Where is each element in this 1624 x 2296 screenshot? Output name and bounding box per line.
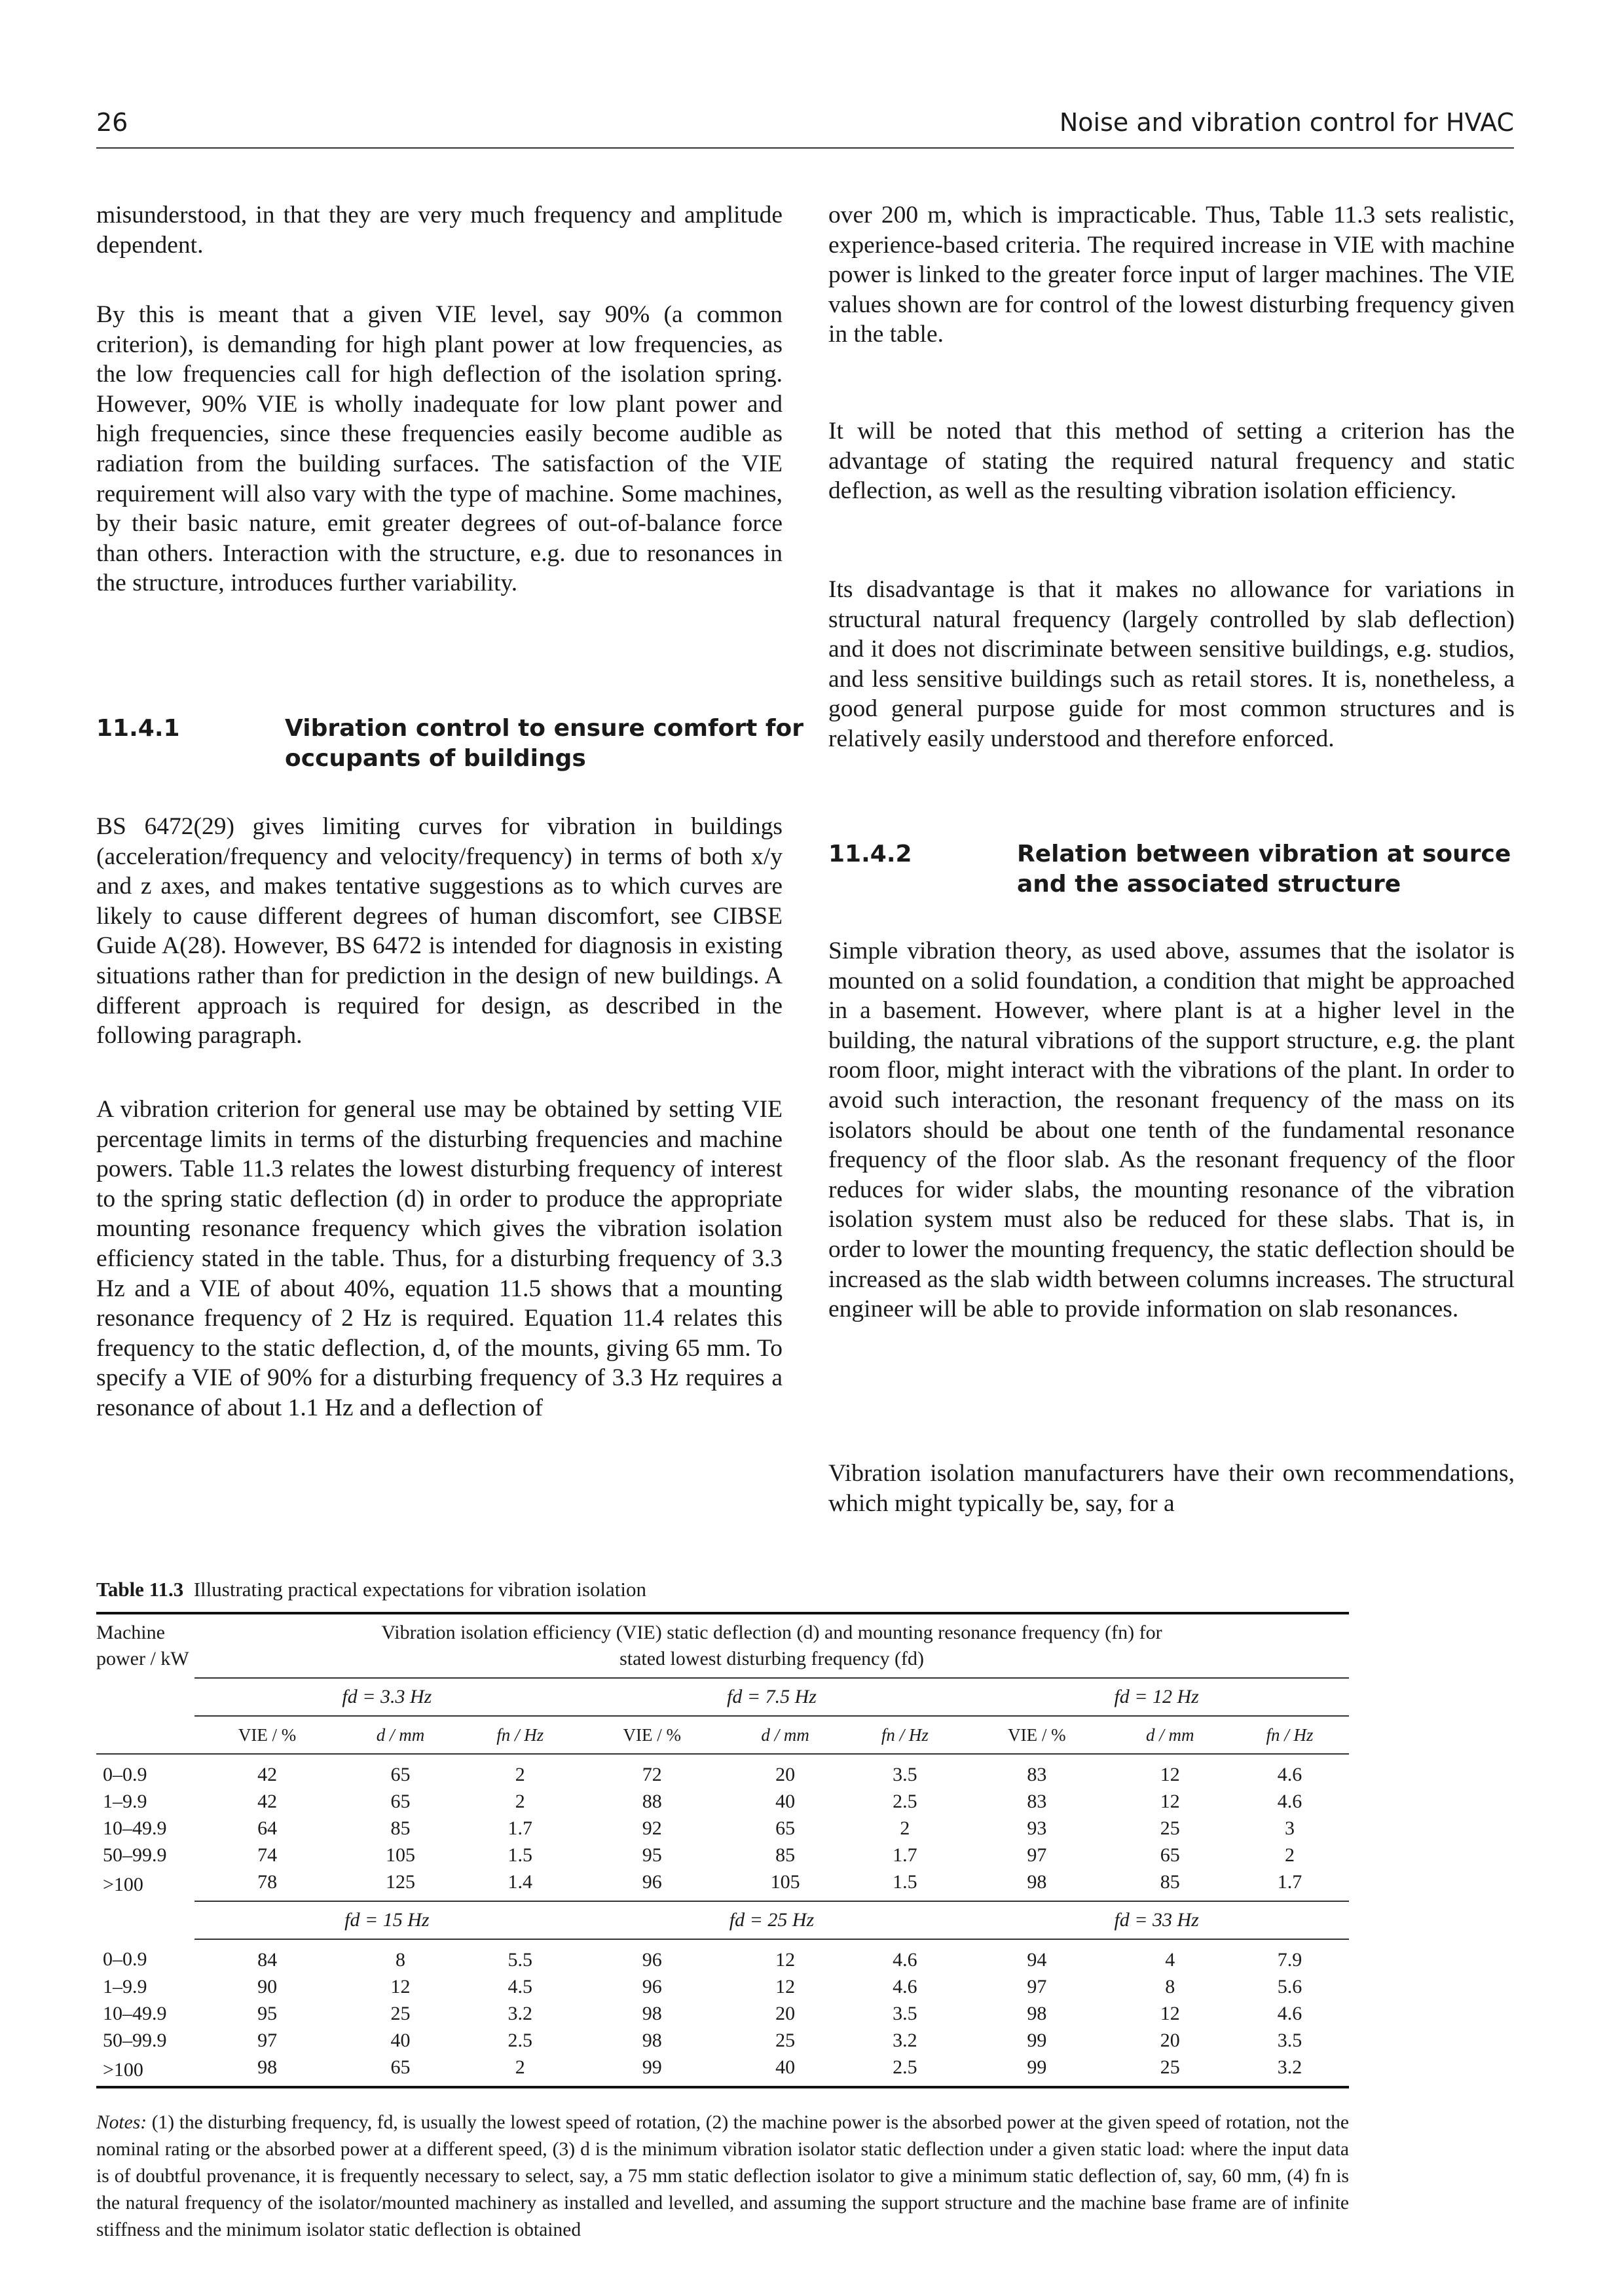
spacer	[96, 1901, 194, 1939]
table-cell: 12	[1160, 1763, 1180, 1785]
table-caption	[96, 1578, 646, 1601]
table-cell: 65	[390, 1763, 411, 1785]
table-cell: 12	[1160, 2002, 1180, 2024]
table-row	[96, 1939, 1349, 1973]
table-cell: 25	[1160, 2056, 1180, 2078]
table-cell: 65	[390, 2056, 411, 2078]
table-cell: 93	[1027, 1817, 1047, 1839]
power-range: >100	[103, 1874, 143, 1895]
table-cell: 12	[1160, 1790, 1180, 1812]
column-label: d / mm	[340, 1716, 461, 1754]
paragraph: It will be noted that this method of setting a criterion has the advantage of stating the required natural frequency and static deflection, as well as the resulting vibration isolation efficiency.	[828, 418, 1515, 505]
right-column	[828, 200, 1515, 350]
table-row	[96, 1868, 1349, 1901]
paragraph: over 200 m, which is impracticable. Thus, Table 11.3 sets realistic, experience-based criteria. The required increase in VIE with machine power is linked to the greater force input of larger machines. The VIE values shown are for control of the lowest disturbing frequency given in the table.	[828, 202, 1515, 348]
table-cell: 95	[257, 2002, 278, 2024]
frequency-group-label: fd = 33 Hz	[964, 1901, 1349, 1939]
table-label: Table 11.3	[96, 1578, 184, 1601]
paragraph: Simple vibration theory, as used above, assumes that the isolator is mounted on a solid foundation, a condition that might be approached in a basement. However, where plant is at a higher level in the building, the natural vibrations of the support structure, e.g. the plant room floor, might interact with the vibrations of the plant. In order to avoid such interaction, the resonant frequency of the mass on its isolators should be about one tenth of the fundamental resonance frequency of the floor slab. As the resonant frequency of the floor reduces for wider slabs, the mounting resonance of the vibration isolation system must also be reduced for these slabs. That is, in order to lower the mounting frequency, the static deflection should be increased as the slab width between columns increases. The structural engineer will be able to provide information on slab resonances.	[828, 938, 1515, 1323]
table-cell: 5.5	[507, 1948, 532, 1971]
paragraph: A vibration criterion for general use may be obtained by setting VIE percentage limits in terms of the disturbing frequencies and machine powers. Table 11.3 relates the lowest disturbing frequency of interest to the spring static deflection (d) in order to produce the appropriate mounting resonance frequency which gives the vibration isolation efficiency stated in the table. Thus, for a disturbing frequency of 3.3 Hz and a VIE of about 40%, equation 11.5 shows that a mounting resonance frequency of 2 Hz is required. Equation 11.4 relates this frequency to the static deflection, d, of the mounts, giving 65 mm. To specify a VIE of 90% for a disturbing frequency of 3.3 Hz requires a resonance of about 1.1 Hz and a deflection of	[96, 1096, 783, 1421]
table-cell: 65	[1160, 1844, 1180, 1866]
table-cell: 64	[257, 1817, 278, 1839]
table-cell: 1.5	[893, 1870, 917, 1893]
power-range: 0–0.9	[103, 1763, 147, 1785]
table-cell: 98	[1027, 1870, 1047, 1893]
column-label: fn / Hz	[461, 1716, 580, 1754]
power-range: >100	[103, 2058, 143, 2081]
column-label: d / mm	[1109, 1716, 1230, 1754]
column-label: VIE / %	[194, 1716, 340, 1754]
table-cell: 99	[642, 2056, 662, 2078]
table-cell: 97	[1027, 1975, 1047, 1997]
table-cell: 85	[1160, 1870, 1180, 1893]
table-cell: 20	[775, 1763, 796, 1785]
table-cell: 2	[515, 2056, 525, 2078]
table-row	[96, 2000, 1349, 2027]
table-notes	[96, 2109, 1349, 2244]
section-title: Relation between vibration at source and the associated structure	[1017, 841, 1511, 898]
table-cell: 2.5	[893, 2056, 917, 2078]
table-cell: 88	[642, 1790, 662, 1812]
table-cell: 2.5	[507, 2029, 532, 2051]
column-label: VIE / %	[580, 1716, 725, 1754]
table-cell: 3.5	[893, 2002, 917, 2024]
column-label-row	[96, 1716, 1349, 1754]
power-range: 10–49.9	[103, 2002, 167, 2024]
paragraph: BS 6472(29) gives limiting curves for vibration in buildings (acceleration/frequency and velocity/frequency) in terms of both x/y and z axes, and makes tentative suggestions as to which curves are likely to cause different degrees of human discomfort, see CIBSE Guide A(28). However, BS 6472 is intended for diagnosis in existing situations rather than for prediction in the design of new buildings. A different approach is required for design, as described in the following paragraph.	[96, 813, 783, 1049]
table-cell: 4.6	[1277, 1763, 1302, 1785]
power-range: 1–9.9	[103, 1790, 147, 1812]
table-caption-text: Illustrating practical expectations for vibration isolation	[193, 1578, 646, 1601]
table-cell: 85	[775, 1844, 796, 1866]
span-header: Vibration isolation efficiency (VIE) static deflection (d) and mounting resonance frequency (fn) for stated lowest disturbing frequency (fd)	[194, 1613, 1349, 1678]
left-column	[96, 200, 783, 260]
table-cell: 83	[1027, 1763, 1047, 1785]
power-range: 0–0.9	[103, 1948, 147, 1970]
table-cell: 4.6	[1277, 1790, 1302, 1812]
table-cell: 42	[257, 1790, 278, 1812]
table-cell: 4.6	[893, 1948, 917, 1971]
row-header: Machine power / kW	[96, 1622, 189, 1669]
table-cell: 1.7	[893, 1844, 917, 1866]
spacer	[96, 1678, 194, 1716]
header-row	[96, 1613, 1349, 1678]
table-cell: 8	[395, 1948, 405, 1971]
table-cell: 25	[390, 2002, 411, 2024]
table-cell: 3.2	[1277, 2056, 1302, 2078]
table-cell: 8	[1165, 1975, 1175, 1997]
table-cell: 94	[1027, 1948, 1047, 1971]
table-cell: 12	[390, 1975, 411, 1997]
table-cell: 125	[385, 1870, 415, 1893]
table-cell: 3	[1285, 1817, 1295, 1839]
table-cell: 3.2	[507, 2002, 532, 2024]
group-header-row	[96, 1678, 1349, 1716]
table-cell: 25	[775, 2029, 796, 2051]
table-cell: 97	[257, 2029, 278, 2051]
table-cell: 85	[390, 1817, 411, 1839]
header-rule	[96, 147, 1514, 149]
table-cell: 3.5	[1277, 2029, 1302, 2051]
power-range: 10–49.9	[103, 1817, 167, 1839]
table-cell: 2	[515, 1790, 525, 1812]
table-cell: 20	[775, 2002, 796, 2024]
table-cell: 4.6	[1277, 2002, 1302, 2024]
table-cell: 96	[642, 1870, 662, 1893]
paragraph: misunderstood, in that they are very much frequency and amplitude dependent.	[96, 202, 783, 259]
table-cell: 40	[390, 2029, 411, 2051]
frequency-group-label: fd = 12 Hz	[964, 1678, 1349, 1716]
table-cell: 3.2	[893, 2029, 917, 2051]
column-label: fn / Hz	[1230, 1716, 1349, 1754]
table-cell: 3.5	[893, 1763, 917, 1785]
column-label: d / mm	[725, 1716, 846, 1754]
column-label: fn / Hz	[845, 1716, 964, 1754]
table-cell: 74	[257, 1844, 278, 1866]
table-cell: 98	[1027, 2002, 1047, 2024]
table-cell: 97	[1027, 1844, 1047, 1866]
table-cell: 98	[642, 2002, 662, 2024]
table-cell: 2.5	[893, 1790, 917, 1812]
spacer	[96, 1716, 194, 1754]
table-cell: 83	[1027, 1790, 1047, 1812]
table-cell: 2	[900, 1817, 910, 1839]
power-range: 1–9.9	[103, 1975, 147, 1997]
notes-label: Notes:	[96, 2112, 147, 2133]
table-cell: 99	[1027, 2056, 1047, 2078]
section-heading-11-4-2	[828, 839, 1515, 902]
table-cell: 1.7	[507, 1817, 532, 1839]
table-cell: 20	[1160, 2029, 1180, 2051]
table-row	[96, 2054, 1349, 2087]
table-cell: 7.9	[1277, 1948, 1302, 1971]
paragraph: Its disadvantage is that it makes no allowance for variations in structural natural frequency (largely controlled by slab deflection) and it does not discriminate between sensitive buildings, e.g. studios, and less sensitive buildings such as retail stores. It is, nonetheless, a good general purpose guide for most common structures and is relatively easily understood and therefore enforced.	[828, 576, 1515, 752]
column-label: VIE / %	[964, 1716, 1109, 1754]
table-cell: 12	[775, 1948, 796, 1971]
section-title: Vibration control to ensure comfort for occupants of buildings	[285, 715, 803, 772]
table-cell: 2	[515, 1763, 525, 1785]
power-range: 50–99.9	[103, 2029, 167, 2051]
table-cell: 99	[1027, 2029, 1047, 2051]
table-cell: 2	[1285, 1844, 1295, 1866]
section-number: 11.4.2	[828, 841, 912, 867]
table-cell: 40	[775, 2056, 796, 2078]
table-cell: 96	[642, 1948, 662, 1971]
table-cell: 1.5	[507, 1844, 532, 1866]
table-cell: 105	[770, 1870, 800, 1893]
section-heading-11-4-1	[96, 714, 803, 776]
table-cell: 92	[642, 1817, 662, 1839]
table-cell: 96	[642, 1975, 662, 1997]
table-cell: 5.6	[1277, 1975, 1302, 1997]
table-cell: 65	[390, 1790, 411, 1812]
table-cell: 90	[257, 1975, 278, 1997]
notes-text: (1) the disturbing frequency, fd, is usually the lowest speed of rotation, (2) the machine power is the absorbed power at the given speed of rotation, not the nominal rating or the absorbed power at a different speed, (3) d is the minimum vibration isolator static deflection under a given static load: where the input data is of doubtful provenance, it is frequently necessary to select, say, a 75 mm static deflection isolator to give a minimum static deflection of, say, 60 mm, (4) fn is the natural frequency of the isolator/mounted machinery as installed and levelled, and assuming the support structure and the machine base frame are of infinite stiffness and the minimum isolator static deflection is obtained	[96, 2112, 1349, 2240]
table-cell: 105	[385, 1844, 415, 1866]
paragraph: By this is meant that a given VIE level, say 90% (a common criterion), is demanding for high plant power at low frequencies, as the low frequencies call for high deflection of the isolation spring. However, 90% VIE is wholly inadequate for low plant power and high frequencies, since these frequencies easily become audible as radiation from the building surfaces. The satisfaction of the VIE requirement will also vary with the type of machine. Some machines, by their basic nature, emit greater degrees of out-of-balance force than others. Interaction with the structure, e.g. due to resonances in the structure, introduces further variability.	[96, 301, 783, 597]
table-row	[96, 1842, 1349, 1868]
vibration-isolation-table	[96, 1612, 1349, 2088]
table-row	[96, 1815, 1349, 1842]
frequency-group-label: fd = 15 Hz	[194, 1901, 580, 1939]
table-cell: 12	[775, 1975, 796, 1997]
table-cell: 1.4	[507, 1870, 532, 1893]
frequency-group-label: fd = 7.5 Hz	[580, 1678, 965, 1716]
table-row	[96, 1788, 1349, 1815]
table-cell: 1.7	[1277, 1870, 1302, 1893]
table-cell: 4.6	[893, 1975, 917, 1997]
table-cell: 95	[642, 1844, 662, 1866]
table-cell: 65	[775, 1817, 796, 1839]
paragraph: Vibration isolation manufacturers have their own recommendations, which might typically be, say, for a	[828, 1460, 1515, 1517]
table-cell: 40	[775, 1790, 796, 1812]
power-range: 50–99.9	[103, 1844, 167, 1866]
running-title: Noise and vibration control for HVAC	[1059, 108, 1514, 137]
table-cell: 78	[257, 1870, 278, 1893]
page-number: 26	[96, 108, 128, 137]
table-cell: 4	[1165, 1948, 1175, 1971]
frequency-group-label: fd = 25 Hz	[580, 1901, 965, 1939]
table-cell: 98	[257, 2056, 278, 2078]
section-number: 11.4.1	[96, 715, 180, 742]
table-cell: 84	[257, 1948, 278, 1971]
table-cell: 72	[642, 1763, 662, 1785]
table-cell: 42	[257, 1763, 278, 1785]
frequency-group-label: fd = 3.3 Hz	[194, 1678, 580, 1716]
table-row	[96, 2027, 1349, 2054]
table-cell: 25	[1160, 1817, 1180, 1839]
group-header-row	[96, 1901, 1349, 1939]
table-cell: 98	[642, 2029, 662, 2051]
table-row	[96, 1973, 1349, 2000]
table-row	[96, 1754, 1349, 1788]
table-cell: 4.5	[507, 1975, 532, 1997]
